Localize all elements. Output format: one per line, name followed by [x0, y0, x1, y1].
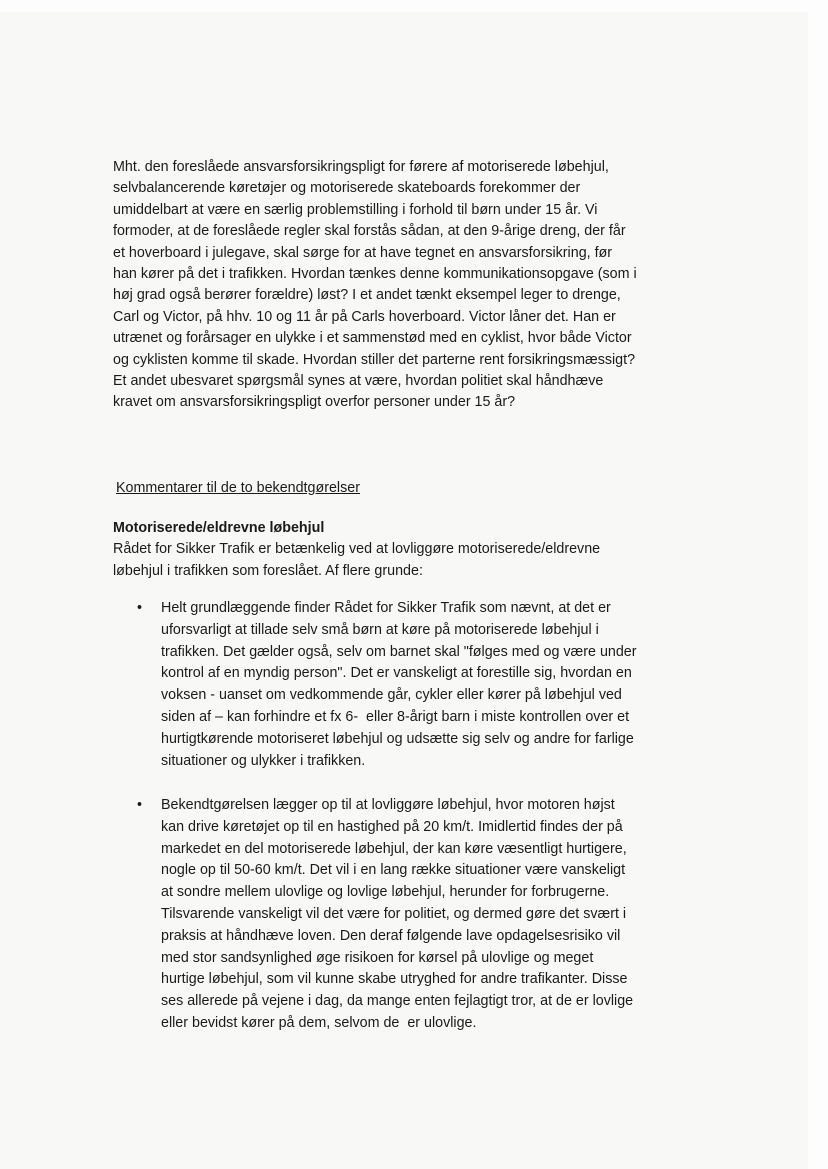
- text-line: nogle op til 50-60 km/t. Det vil i en lang række situationer være vanskeligt: [161, 862, 626, 879]
- text-line: han kører på det i trafikken. Hvordan tænkes denne kommunikationsopgave (som i: [113, 266, 637, 283]
- text-line: situationer og ulykker i trafikken.: [161, 752, 366, 769]
- text-line: og cyklisten komme til skade. Hvordan stiller det parterne rent forsikringsmæssigt?: [113, 351, 636, 368]
- subsection-title: Motoriserede/eldrevne løbehjul: [113, 520, 325, 536]
- text-line: kravet om ansvarsforsikringspligt overfor personer under 15 år?: [113, 394, 516, 411]
- text-line: Carl og Victor, på hhv. 10 og 11 år på Carls hoverboard. Victor låner det. Han er: [113, 308, 616, 325]
- text-line: kan drive køretøjet op til en hastighed på 20 km/t. Imidlertid findes der på: [161, 818, 623, 835]
- bullet-text: [161, 795, 633, 1035]
- text-line: Mht. den foreslåede ansvarsforsikringspligt for førere af motoriserede løbehjul,: [113, 159, 609, 175]
- paragraph-insurance: [113, 157, 637, 414]
- subsection: [113, 518, 600, 582]
- text-line: Et andet ubesvaret spørgsmål synes at være, hvordan politiet skal håndhæve: [113, 373, 604, 390]
- text-line: Helt grundlæggende finder Rådet for Sikker Trafik som nævnt, at det er: [161, 600, 611, 616]
- text-line: hurtige løbehjul, som vil kunne skabe utryghed for andre trafikanter. Disse: [161, 971, 628, 988]
- bullet-icon: •: [137, 600, 143, 616]
- section-heading: Kommentarer til de to bekendtgørelser: [116, 480, 360, 496]
- text-line: voksen - uanset om vedkommende går, cykler eller kører på løbehjul ved: [161, 687, 622, 704]
- text-line: Bekendtgørelsen lægger op til at lovliggøre løbehjul, hvor motoren højst: [161, 797, 615, 813]
- text-line: høj grad også berører forældre) løst? I et andet tænkt eksempel leger to drenge,: [113, 287, 621, 304]
- intro-line: løbehjul i trafikken som foreslået. Af flere grunde:: [113, 562, 423, 579]
- text-line: uforsvarligt at tillade selv små børn at køre på motoriserede løbehjul i: [161, 621, 599, 638]
- bullet-text: [161, 598, 637, 772]
- text-line: Tilsvarende vanskeligt vil det være for politiet, og dermed gøre det svært i: [161, 905, 627, 922]
- text-line: et hoverboard i julegave, skal sørge for at have tegnet en ansvarsforsikring, før: [113, 244, 613, 261]
- text-line: trafikken. Det gælder også, selv om barnet skal "følges med og være under: [161, 643, 637, 660]
- intro-line: Rådet for Sikker Trafik er betænkelig ved at lovliggøre motoriserede/eldrevne: [113, 541, 601, 558]
- text-line: kontrol af en myndig person". Det er vanskeligt at forestille sig, hvordan en: [161, 665, 632, 682]
- text-line: at sondre mellem ulovlige og lovlige løbehjul, herunder for forbrugerne.: [161, 884, 610, 901]
- text-line: umiddelbart at være en særlig problemstilling i forhold til børn under 15 år. Vi: [113, 201, 598, 218]
- text-line: praksis at håndhæve loven. Den deraf følgende lave opdagelsesrisiko vil: [161, 927, 621, 944]
- text-line: markedet en del motoriserede løbehjul, der kan køre væsentligt hurtigere,: [161, 840, 627, 857]
- bullet-icon: •: [137, 797, 143, 813]
- text-line: siden af – kan forhindre et fx 6- eller 8-årigt barn i miste kontrollen over et: [161, 708, 630, 725]
- text-line: selvbalancerende køretøjer og motoriserede skateboards forekommer der: [113, 180, 581, 197]
- text-line: utrænet og forårsager en ulykke i et sammenstød med en cyklist, hvor både Victor: [113, 330, 632, 347]
- text-line: eller bevidst kører på dem, selvom de er ulovlige.: [161, 1014, 477, 1031]
- text-line: hurtigtkørende motoriseret løbehjul og udsætte sig selv og andre for farlige: [161, 730, 634, 747]
- text-line: ses allerede på vejene i dag, da mange enten fejlagtigt tror, at de er lovlige: [161, 993, 634, 1010]
- text-line: med stor sandsynlighed øge risikoen for kørsel på ulovlige og meget: [161, 949, 594, 966]
- text-line: formoder, at de foreslåede regler skal forstås sådan, at den 9-årige dreng, der får: [113, 223, 626, 240]
